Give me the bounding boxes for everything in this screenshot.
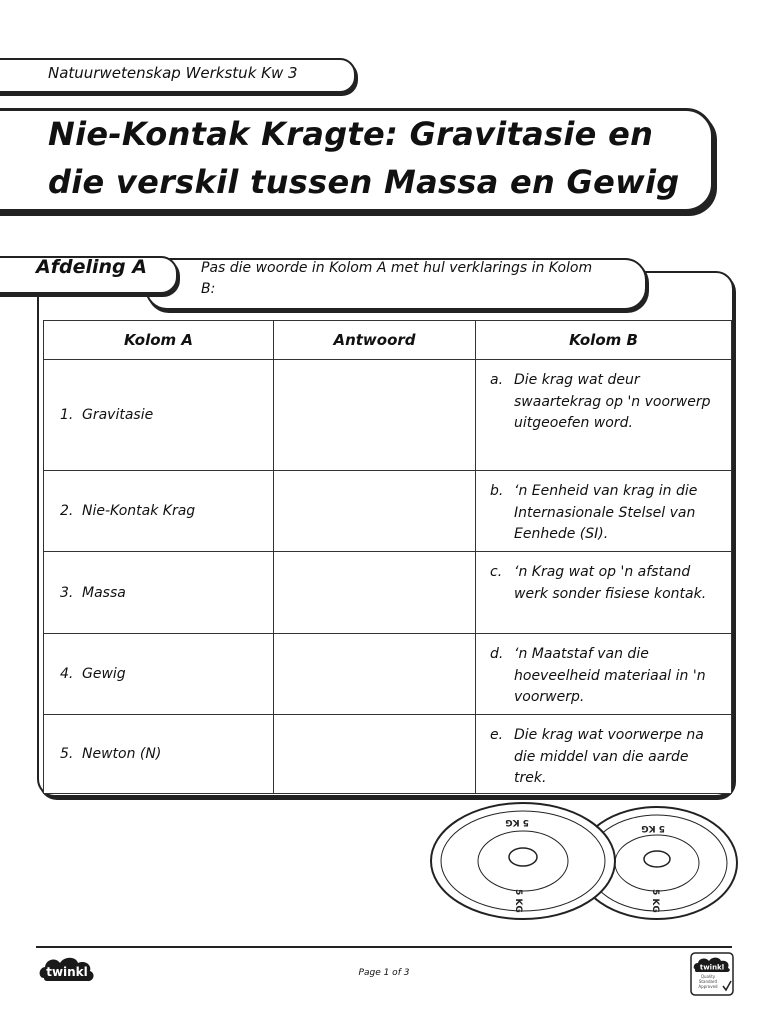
definition-cell	[476, 552, 732, 634]
definition: ‘n Eenheid van krag in die Internasionale Stelsel van Eenhede (SI).	[514, 483, 698, 542]
plate-label: 5 KG	[650, 889, 660, 913]
table-row	[44, 552, 732, 634]
definition-cell	[476, 471, 732, 552]
quality-badge-icon	[690, 952, 734, 996]
term: Nie-Kontak Krag	[82, 503, 196, 519]
term-number: 5.	[60, 746, 74, 762]
definition: ‘n Maatstaf van die hoeveelheid materiaal in 'n voorwerp.	[514, 646, 706, 705]
weight-plates-icon	[425, 800, 745, 930]
plate-label: 5 KG	[641, 823, 665, 833]
definition: ‘n Krag wat op 'n afstand werk sonder fisiese kontak.	[514, 564, 707, 602]
term-cell	[44, 634, 274, 715]
badge-text: Quality Standard Approved	[698, 974, 718, 989]
answer-cell[interactable]	[274, 552, 476, 634]
term-number: 1.	[60, 407, 74, 423]
answer-cell[interactable]	[274, 715, 476, 794]
term: Massa	[82, 584, 126, 601]
term-number: 4.	[60, 666, 74, 682]
definition-letter: a.	[490, 372, 504, 388]
definition-cell	[476, 634, 732, 715]
answer-cell[interactable]	[274, 360, 476, 471]
logo-text: twinkl	[46, 965, 88, 979]
matching-table	[43, 320, 732, 794]
definition-letter: c.	[490, 564, 503, 580]
badge-logo-text: twinkl	[699, 963, 725, 972]
table-header-row	[44, 321, 732, 360]
section-instruction: Pas die woorde in Kolom A met hul verklarings in Kolom B:	[201, 260, 593, 297]
definition-cell	[476, 360, 732, 471]
definition-letter: b.	[490, 483, 504, 499]
footer-divider	[36, 946, 732, 948]
table-row	[44, 715, 732, 794]
definition: Die krag wat voorwerpe na die middel van die aarde trek.	[514, 727, 704, 786]
table-row	[44, 360, 732, 471]
term-number: 2.	[60, 503, 74, 519]
term-cell	[44, 715, 274, 794]
column-header-antwoord: Antwoord	[274, 321, 476, 360]
term: Newton (N)	[82, 746, 162, 762]
term-cell	[44, 552, 274, 634]
table-row	[44, 634, 732, 715]
term-number: 3.	[60, 584, 74, 601]
answer-cell[interactable]	[274, 634, 476, 715]
term-cell	[44, 360, 274, 471]
definition-letter: d.	[490, 646, 504, 662]
term: Gewig	[82, 666, 126, 682]
plate-label: 5 KG	[513, 889, 523, 913]
page-number: Page 1 of 3	[358, 968, 410, 978]
term: Gravitasie	[82, 407, 154, 423]
definition: Die krag wat deur swaartekrag op 'n voorwerp uitgeoefen word.	[514, 372, 711, 431]
page-title: Nie-Kontak Kragte: Gravitasie en die verskil tussen Massa en Gewig	[48, 115, 680, 201]
term-cell	[44, 471, 274, 552]
section-label: Afdeling A	[36, 256, 147, 278]
plate-label: 5 KG	[505, 817, 529, 827]
column-header-kolom-a: Kolom A	[44, 321, 274, 360]
column-header-kolom-b: Kolom B	[476, 321, 732, 360]
definition-cell	[476, 715, 732, 794]
answer-cell[interactable]	[274, 471, 476, 552]
definition-letter: e.	[490, 727, 504, 743]
table-row	[44, 471, 732, 552]
worksheet-label: Natuurwetenskap Werkstuk Kw 3	[48, 64, 298, 82]
